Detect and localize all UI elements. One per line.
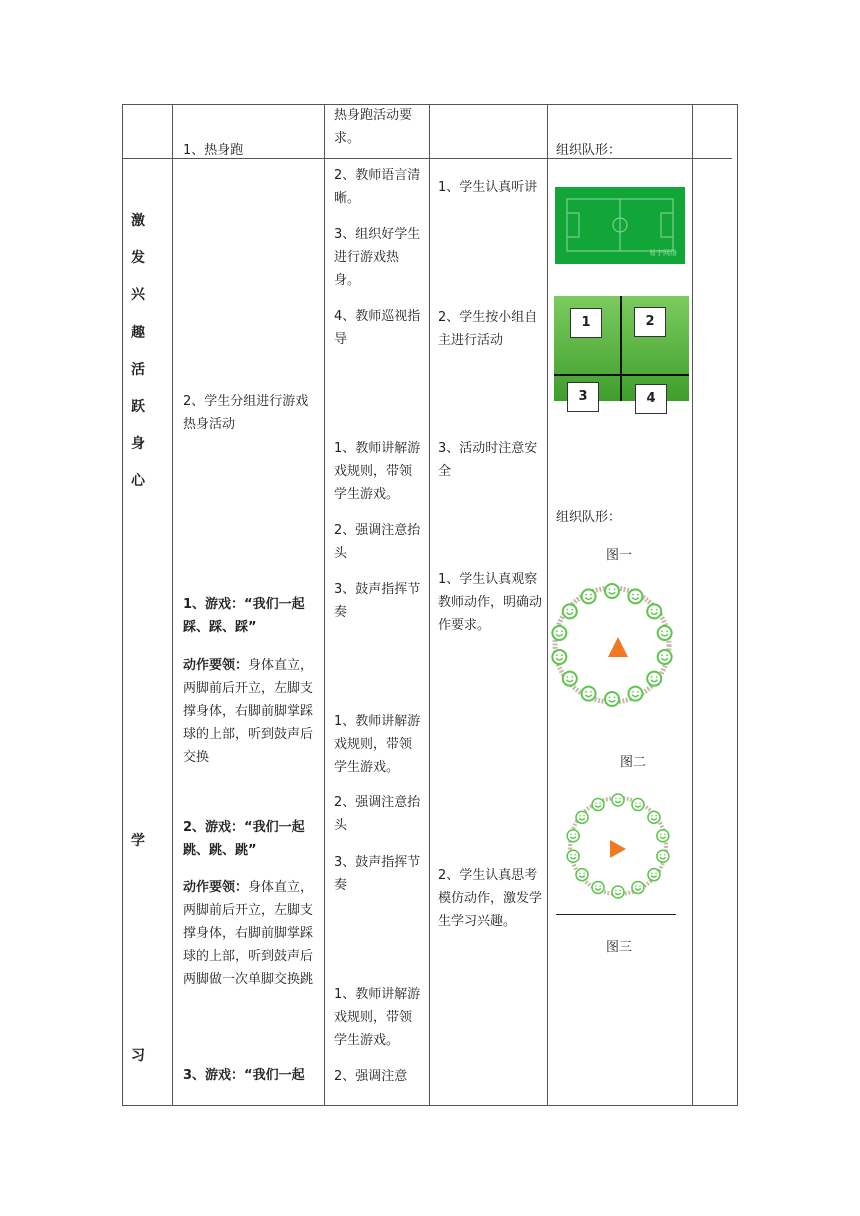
side-label-char: 趣 [131,325,145,341]
student-item: 1、学生认真观察教师动作，明确动作要求。 [438,572,543,633]
smiley-icon [563,604,577,618]
field-watermark: 易宁网络 [649,249,677,257]
side-label-char: 激 [131,213,145,229]
essentials-label: 动作要领： [183,658,249,673]
game1-essentials [183,654,321,769]
smiley-icon [582,687,596,701]
teacher-item: 3、鼓声指挥节奏 [334,582,421,620]
formation-label: 组织队形： [556,510,622,525]
col-line-6 [737,104,738,1106]
smiley-icon [647,672,661,686]
formation-label: 组织队形： [556,143,622,158]
smiley-icon [657,850,669,862]
teacher-item: 3、组织好学生进行游戏热身。 [334,227,421,288]
smiley-icon [628,589,642,603]
quadrant-label-1: 1 [570,308,602,338]
group-warmup-item: 2、学生分组进行游戏热身活动 [183,394,309,432]
warmup-run-item: 1、热身跑 [183,143,244,158]
col-line-5 [692,104,693,1106]
col-line-1 [172,104,173,1106]
smiley-icon [605,692,619,706]
smiley-icon [592,799,604,811]
smiley-icon [582,589,596,603]
quadrant-label-3: 3 [567,382,599,412]
teacher-item: 1、教师讲解游戏规则，带领学生游戏。 [334,987,421,1048]
smiley-icon [632,881,644,893]
teacher-item: 2、强调注意 [334,1069,408,1084]
quadrant-label-4: 4 [635,384,667,414]
side-label-char: 身 [131,436,145,452]
figure-caption-1: 图一 [606,548,633,563]
teacher-item: 2、强调注意抬头 [334,795,421,833]
col-line-3 [429,104,430,1106]
smiley-icon [657,830,669,842]
col-line-2 [324,104,325,1106]
side-label-char: 活 [131,362,145,378]
teacher-item: 热身跑活动要求。 [334,108,413,146]
quadrant-vline [620,296,622,401]
smiley-icon [628,687,642,701]
teacher-item: 1、教师讲解游戏规则，带领学生游戏。 [334,441,421,502]
quadrant-hline [554,374,689,376]
side-label-char: 心 [131,473,145,489]
smiley-icon [612,794,624,806]
smiley-icon [658,650,672,664]
side-label-char: 兴 [131,287,145,303]
student-item: 2、学生认真思考模仿动作，激发学生学习兴趣。 [438,868,543,929]
smiley-icon [552,650,566,664]
smiley-icon [563,672,577,686]
teacher-item: 1、教师讲解游戏规则，带领学生游戏。 [334,714,421,775]
separator-line [556,914,676,915]
smiley-icon [605,584,619,598]
student-item: 2、学生按小组自主进行活动 [438,310,538,348]
smiley-icon [658,626,672,640]
teacher-item: 3、鼓声指挥节奏 [334,855,421,893]
game1-title: 1、游戏：“我们一起踩、踩、踩” [183,597,305,635]
smiley-icon [567,850,579,862]
smiley-icon [592,881,604,893]
figure-caption-3: 图三 [606,940,633,955]
side-label-char: 学 [131,833,145,849]
smiley-icon [648,811,660,823]
smiley-icon [576,811,588,823]
teacher-item: 2、强调注意抬头 [334,523,421,561]
col-line-0 [122,104,123,1106]
student-item: 1、学生认真听讲 [438,180,538,195]
teacher-item: 2、教师语言清晰。 [334,168,421,206]
smiley-icon [612,886,624,898]
essentials-text: 身体直立，两脚前后开立，左脚支撑身体，右脚前脚掌踩球的上部，听到鼓声后两脚做一次单脚交换跳 [183,880,314,987]
smiley-icon [576,869,588,881]
teacher-triangle [608,637,628,657]
teacher-item: 4、教师巡视指导 [334,309,421,347]
table-top-border [122,104,738,105]
smiley-ring [552,584,671,706]
smiley-icon [632,799,644,811]
game2-title: 2、游戏：“我们一起跳、跳、跳” [183,820,305,858]
circle-formation-2 [558,786,678,906]
circle-formation-1 [548,581,676,709]
game2-essentials [183,876,321,991]
game3-title: 3、游戏：“我们一起 [183,1068,305,1083]
teacher-triangle [610,840,626,858]
smiley-icon [567,830,579,842]
soccer-field-diagram [555,187,685,264]
figure-caption-2: 图二 [620,755,647,770]
side-label-char: 发 [131,250,145,266]
table-bottom-border [122,1105,738,1106]
smiley-icon [648,869,660,881]
quadrant-label-2: 2 [634,307,666,337]
smiley-icon [647,604,661,618]
side-label-char: 习 [131,1048,145,1064]
essentials-label: 动作要领： [183,880,249,895]
side-label-char: 跃 [131,399,145,415]
smiley-icon [552,626,566,640]
essentials-text: 身体直立，两脚前后开立，左脚支撑身体，右脚前脚掌踩球的上部，听到鼓声后交换 [183,658,314,765]
student-item: 3、活动时注意安全 [438,441,538,479]
